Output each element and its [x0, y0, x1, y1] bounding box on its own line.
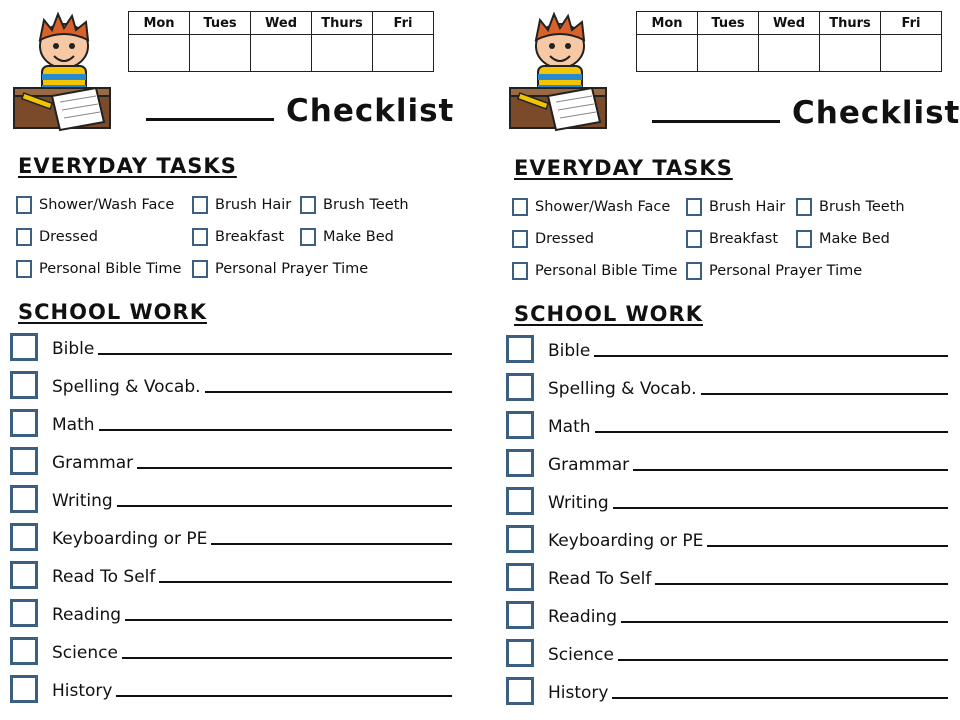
task-item[interactable]: Personal Prayer Time — [686, 262, 862, 280]
subject-checkbox[interactable] — [506, 525, 534, 553]
write-in-line[interactable] — [98, 352, 452, 355]
student-at-desk-illustration — [508, 10, 610, 132]
write-in-line[interactable] — [137, 466, 452, 469]
subject-checkbox[interactable] — [10, 561, 38, 589]
task-checkbox[interactable] — [512, 262, 528, 280]
task-item[interactable]: Make Bed — [300, 228, 394, 246]
write-in-line[interactable] — [99, 428, 452, 431]
task-item[interactable]: Dressed — [16, 228, 98, 246]
write-in-line[interactable] — [116, 694, 452, 697]
title-blank-line[interactable] — [146, 88, 274, 121]
task-item[interactable]: Make Bed — [796, 230, 890, 248]
task-item[interactable]: Brush Teeth — [300, 196, 409, 214]
day-cell[interactable] — [190, 35, 251, 72]
write-in-line[interactable] — [211, 542, 452, 545]
subject-row[interactable]: Bible — [10, 333, 452, 361]
task-checkbox[interactable] — [512, 198, 528, 216]
day-cell[interactable] — [881, 35, 942, 72]
task-checkbox[interactable] — [192, 260, 208, 278]
weekday-table — [128, 11, 434, 72]
task-checkbox[interactable] — [686, 230, 702, 248]
task-checkbox[interactable] — [796, 198, 812, 216]
task-checkbox[interactable] — [192, 228, 208, 246]
subject-row[interactable]: Spelling & Vocab. — [506, 373, 948, 401]
day-cell[interactable] — [637, 35, 698, 72]
day-cell[interactable] — [129, 35, 190, 72]
task-item[interactable]: Brush Hair — [686, 198, 785, 216]
subject-checkbox[interactable] — [10, 371, 38, 399]
subject-checkbox[interactable] — [10, 599, 38, 627]
page-title: Checklist — [146, 88, 454, 129]
day-cell[interactable] — [759, 35, 820, 72]
task-item[interactable]: Personal Bible Time — [16, 260, 181, 278]
day-header: Thurs — [820, 12, 881, 35]
day-header: Wed — [759, 12, 820, 35]
subject-checkbox[interactable] — [10, 333, 38, 361]
task-checkbox[interactable] — [300, 228, 316, 246]
day-header: Tues — [190, 12, 251, 35]
subject-checkbox[interactable] — [506, 373, 534, 401]
write-in-line[interactable] — [117, 504, 452, 507]
subject-checkbox[interactable] — [506, 563, 534, 591]
task-item[interactable]: Personal Bible Time — [512, 262, 677, 280]
write-in-line[interactable] — [618, 658, 948, 661]
task-checkbox[interactable] — [192, 196, 208, 214]
day-cell[interactable] — [251, 35, 312, 72]
subject-row[interactable]: History — [506, 677, 948, 705]
write-in-line[interactable] — [621, 620, 948, 623]
day-header: Thurs — [312, 12, 373, 35]
day-cell[interactable] — [373, 35, 434, 72]
task-checkbox[interactable] — [16, 228, 32, 246]
day-header: Tues — [698, 12, 759, 35]
student-at-desk-illustration — [12, 10, 114, 132]
task-checkbox[interactable] — [686, 198, 702, 216]
subject-checkbox[interactable] — [506, 449, 534, 477]
subject-checkbox[interactable] — [506, 487, 534, 515]
subject-checkbox[interactable] — [10, 409, 38, 437]
task-item[interactable]: Brush Teeth — [796, 198, 905, 216]
write-in-line[interactable] — [122, 656, 452, 659]
write-in-line[interactable] — [205, 390, 452, 393]
subject-row[interactable]: Bible — [506, 335, 948, 363]
task-item[interactable]: Dressed — [512, 230, 594, 248]
subject-row[interactable]: Read To Self — [10, 561, 452, 589]
write-in-line[interactable] — [613, 506, 948, 509]
task-checkbox[interactable] — [796, 230, 812, 248]
write-in-line[interactable] — [633, 468, 948, 471]
write-in-line[interactable] — [595, 430, 948, 433]
task-checkbox[interactable] — [16, 196, 32, 214]
task-item[interactable]: Brush Hair — [192, 196, 291, 214]
subject-checkbox[interactable] — [10, 637, 38, 665]
write-in-line[interactable] — [707, 544, 948, 547]
subject-row[interactable]: Writing — [10, 485, 452, 513]
write-in-line[interactable] — [655, 582, 948, 585]
weekday-table — [636, 11, 942, 72]
write-in-line[interactable] — [701, 392, 948, 395]
subject-checkbox[interactable] — [10, 523, 38, 551]
page-title: Checklist — [652, 90, 960, 131]
subject-checkbox[interactable] — [506, 601, 534, 629]
subject-checkbox[interactable] — [506, 411, 534, 439]
day-cell[interactable] — [698, 35, 759, 72]
day-header: Fri — [881, 12, 942, 35]
write-in-line[interactable] — [612, 696, 948, 699]
task-checkbox[interactable] — [512, 230, 528, 248]
title-blank-line[interactable] — [652, 90, 780, 123]
subject-row[interactable]: Writing — [506, 487, 948, 515]
day-header: Mon — [637, 12, 698, 35]
subject-checkbox[interactable] — [506, 639, 534, 667]
subject-row[interactable]: Keyboarding or PE — [10, 523, 452, 551]
subject-checkbox[interactable] — [10, 675, 38, 703]
task-item[interactable]: Personal Prayer Time — [192, 260, 368, 278]
subject-checkbox[interactable] — [10, 485, 38, 513]
subject-row[interactable]: Math — [506, 411, 948, 439]
day-cell[interactable] — [312, 35, 373, 72]
task-item[interactable]: Shower/Wash Face — [16, 196, 174, 214]
subject-checkbox[interactable] — [506, 335, 534, 363]
write-in-line[interactable] — [159, 580, 452, 583]
day-cell[interactable] — [820, 35, 881, 72]
subject-row[interactable]: Keyboarding or PE — [506, 525, 948, 553]
everyday-tasks-heading: EVERYDAY TASKS — [514, 156, 733, 180]
subject-row[interactable]: Science — [506, 639, 948, 667]
school-work-heading: SCHOOL WORK — [514, 302, 703, 326]
subject-row[interactable]: Math — [10, 409, 452, 437]
subject-row[interactable]: History — [10, 675, 452, 703]
task-item[interactable]: Shower/Wash Face — [512, 198, 670, 216]
school-work-heading: SCHOOL WORK — [18, 300, 207, 324]
subject-row[interactable]: Reading — [10, 599, 452, 627]
subject-row[interactable]: Spelling & Vocab. — [10, 371, 452, 399]
day-header: Mon — [129, 12, 190, 35]
subject-row[interactable]: Science — [10, 637, 452, 665]
task-item[interactable]: Breakfast — [192, 228, 284, 246]
day-header: Wed — [251, 12, 312, 35]
checklist-sheet-right — [496, 0, 960, 720]
subject-checkbox[interactable] — [506, 677, 534, 705]
task-checkbox[interactable] — [16, 260, 32, 278]
write-in-line[interactable] — [594, 354, 948, 357]
subject-checkbox[interactable] — [10, 447, 38, 475]
write-in-line[interactable] — [125, 618, 452, 621]
everyday-tasks-heading: EVERYDAY TASKS — [18, 154, 237, 178]
task-checkbox[interactable] — [300, 196, 316, 214]
subject-row[interactable]: Grammar — [10, 447, 452, 475]
subject-row[interactable]: Reading — [506, 601, 948, 629]
task-item[interactable]: Breakfast — [686, 230, 778, 248]
day-header: Fri — [373, 12, 434, 35]
subject-row[interactable]: Grammar — [506, 449, 948, 477]
task-checkbox[interactable] — [686, 262, 702, 280]
subject-row[interactable]: Read To Self — [506, 563, 948, 591]
